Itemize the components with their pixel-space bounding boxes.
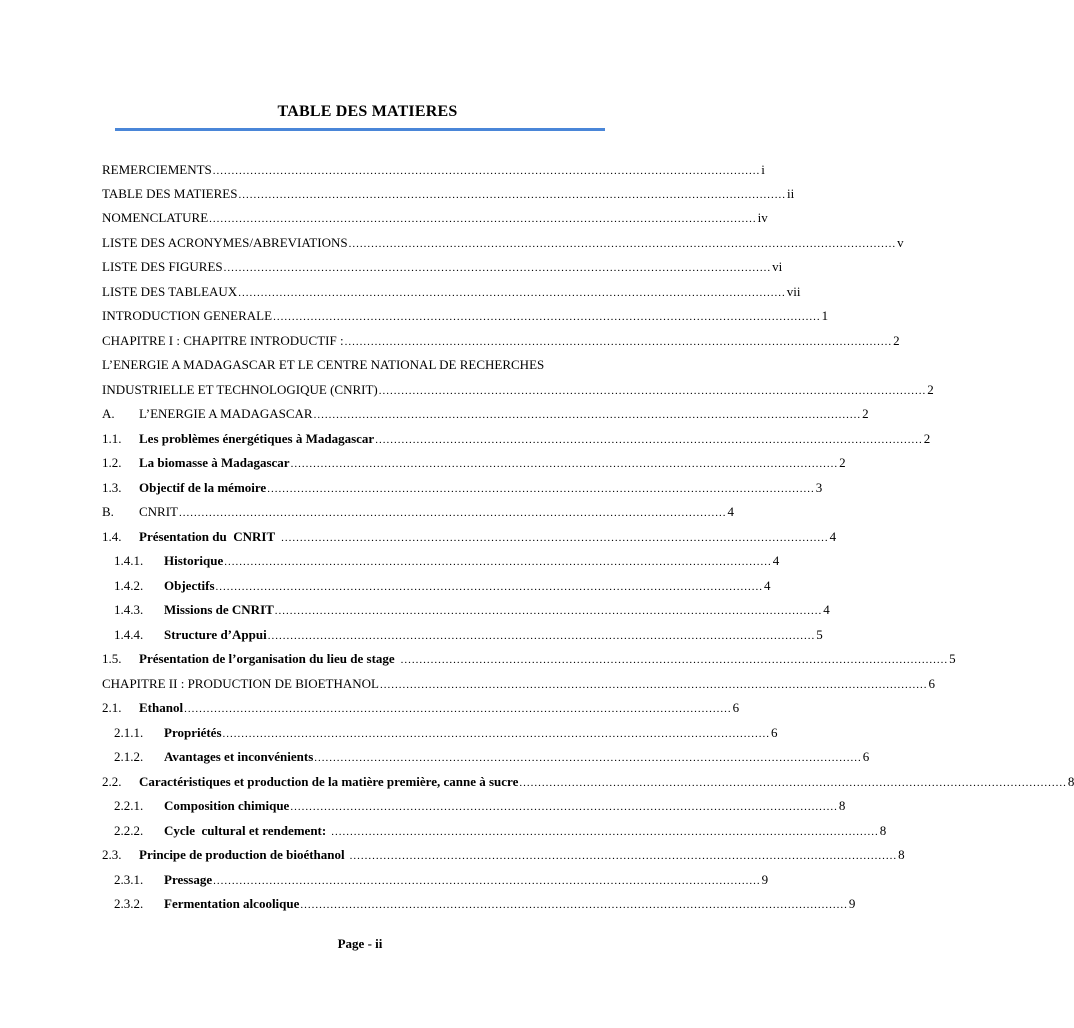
toc-page: 4 — [772, 553, 780, 568]
toc-label: Caractéristiques et production de la matière première, canne à sucre — [139, 774, 519, 789]
dot-leader: .................................................................................................................................................. — [184, 703, 732, 715]
dot-leader: .................................................................................................................................................. — [344, 336, 893, 348]
toc-label: Cycle cultural et rendement: — [164, 823, 327, 838]
dot-leader: .................................................................................................................................................. — [273, 311, 821, 323]
toc-label: Présentation de l’organisation du lieu de stage — [139, 651, 395, 666]
toc-page: 4 — [829, 529, 837, 544]
dot-leader: .................................................................................................................................................. — [222, 728, 771, 740]
dot-leader: .................................................................................................................................................. — [379, 679, 928, 691]
toc-page: 9 — [761, 872, 769, 887]
toc-page: 3 — [815, 480, 823, 495]
toc-label: Propriétés — [164, 725, 222, 740]
toc-entry-tableaux[interactable] — [102, 284, 801, 300]
toc-page: 5 — [949, 651, 956, 666]
toc-entry-2-2-2[interactable] — [114, 823, 887, 839]
toc-label: Structure d’Appui — [164, 627, 267, 642]
dot-leader: .................................................................................................................................................. — [223, 262, 772, 274]
toc-page: ii — [786, 186, 795, 201]
toc-number: 2.2. — [102, 774, 122, 789]
dot-leader: .................................................................................................................................................. — [331, 826, 879, 838]
page-title: TABLE DES MATIERES — [277, 103, 458, 120]
toc-number: 2.2.2. — [114, 823, 144, 838]
dot-leader: .................................................................................................................................................. — [213, 875, 761, 887]
toc-entry-nomenclature[interactable] — [102, 210, 768, 226]
toc-label: Avantages et inconvénients — [164, 749, 314, 764]
toc-number: 1.4. — [102, 529, 122, 544]
dot-leader: .................................................................................................................................................. — [224, 556, 772, 568]
dot-leader: .................................................................................................................................................. — [215, 581, 764, 593]
toc-page: 9 — [848, 896, 856, 911]
dot-leader: .................................................................................................................................................. — [314, 752, 862, 764]
toc-page: v — [897, 235, 904, 250]
toc-number: 1.4.1. — [114, 553, 144, 568]
toc-entry-2-1-2[interactable] — [114, 749, 870, 765]
toc-entry-energie-cnrit-line1[interactable]: L’ENERGIE A MADAGASCAR ET LE CENTRE NATIONAL DE RECHERCHES — [102, 357, 545, 372]
toc-label: La biomasse à Madagascar — [139, 455, 290, 470]
toc-entry-section-a[interactable] — [102, 406, 869, 422]
dot-leader: .................................................................................................................................................. — [267, 630, 816, 642]
toc-label: Objectifs — [164, 578, 215, 593]
toc-label: INTRODUCTION GENERALE — [102, 308, 273, 323]
toc-page: 5 — [816, 627, 823, 642]
toc-entry-acronymes[interactable] — [102, 235, 904, 251]
toc-label: Présentation du CNRIT — [139, 529, 276, 544]
toc-label: Objectif de la mémoire — [139, 480, 267, 495]
toc-page: 2 — [923, 431, 931, 446]
toc-number: 1.3. — [102, 480, 122, 495]
toc-page: 8 — [1067, 774, 1074, 789]
toc-entry-1-3[interactable] — [102, 480, 823, 496]
toc-entry-introduction[interactable] — [102, 308, 829, 324]
dot-leader: .................................................................................................................................................. — [349, 850, 898, 862]
toc-entry-1-4-2[interactable] — [114, 578, 771, 594]
toc-entry-1-4-4[interactable] — [114, 627, 823, 643]
toc-number: 1.1. — [102, 431, 122, 446]
toc-label: Historique — [164, 553, 224, 568]
toc-label: CNRIT — [139, 504, 178, 519]
toc-entry-2-3-1[interactable] — [114, 872, 769, 888]
dot-leader: .................................................................................................................................................. — [238, 287, 786, 299]
toc-label: Les problèmes énergétiques à Madagascar — [139, 431, 375, 446]
toc-entry-remerciements[interactable] — [102, 162, 765, 178]
toc-entry-table-des-matieres[interactable] — [102, 186, 795, 202]
toc-entry-section-b[interactable] — [102, 504, 734, 520]
page-footer: Page - ii — [337, 936, 383, 951]
dot-leader: .................................................................................................................................................. — [290, 458, 839, 470]
toc-label: Principe de production de bioéthanol — [139, 847, 345, 862]
toc-page: 6 — [862, 749, 870, 764]
toc-label: TABLE DES MATIERES — [102, 186, 238, 201]
toc-number: 1.2. — [102, 455, 122, 470]
toc-entry-2-3-2[interactable] — [114, 896, 856, 912]
dot-leader: .................................................................................................................................................. — [290, 801, 838, 813]
toc-label: REMERCIEMENTS — [102, 162, 212, 177]
dot-leader: .................................................................................................................................................. — [267, 483, 815, 495]
toc-entry-chapitre-2[interactable] — [102, 676, 935, 692]
toc-entry-1-4-3[interactable] — [114, 602, 830, 618]
toc-number: 2.3. — [102, 847, 122, 862]
toc-number: 1.4.4. — [114, 627, 144, 642]
toc-page: 4 — [823, 602, 830, 617]
toc-label: Composition chimique — [164, 798, 290, 813]
toc-number: B. — [102, 504, 114, 519]
toc-number: 2.2.1. — [114, 798, 144, 813]
dot-leader: .................................................................................................................................................. — [375, 434, 923, 446]
toc-label: LISTE DES TABLEAUX — [102, 284, 238, 299]
toc-label: LISTE DES FIGURES — [102, 259, 223, 274]
toc-label: Missions de CNRIT — [164, 602, 274, 617]
dot-leader: .................................................................................................................................................. — [179, 507, 727, 519]
dot-leader: .................................................................................................................................................. — [238, 189, 786, 201]
toc-entry-energie-cnrit-line2[interactable] — [102, 382, 934, 398]
toc-entry-chapitre-1[interactable] — [102, 333, 900, 349]
toc-entry-1-2[interactable] — [102, 455, 846, 471]
toc-page: 4 — [764, 578, 771, 593]
toc-entry-1-4-1[interactable] — [114, 553, 780, 569]
toc-number: A. — [102, 406, 115, 421]
dot-leader: .................................................................................................................................................. — [300, 899, 848, 911]
toc-number: 2.1. — [102, 700, 122, 715]
toc-entry-2-2[interactable] — [102, 774, 1074, 790]
dot-leader: .................................................................................................................................................. — [281, 532, 829, 544]
dot-leader: .................................................................................................................................................. — [212, 165, 761, 177]
toc-label: Fermentation alcoolique — [164, 896, 300, 911]
toc-page: i — [761, 162, 765, 177]
toc-number: 2.3.2. — [114, 896, 144, 911]
toc-entry-2-2-1[interactable] — [114, 798, 846, 814]
toc-label: Ethanol — [139, 700, 184, 715]
toc-page: 8 — [838, 798, 846, 813]
toc-number: 1.5. — [102, 651, 122, 666]
dot-leader: .................................................................................................................................................. — [274, 605, 823, 617]
toc-page: 6 — [928, 676, 935, 691]
dot-leader: .................................................................................................................................................. — [313, 409, 862, 421]
toc-entry-1-1[interactable] — [102, 431, 931, 447]
toc-label: CHAPITRE I : CHAPITRE INTRODUCTIF : — [102, 333, 344, 348]
toc-page: 1 — [821, 308, 829, 323]
toc-page: 2 — [927, 382, 934, 397]
toc-entry-1-4[interactable] — [102, 529, 837, 545]
toc-entry-2-1-1[interactable] — [114, 725, 778, 741]
toc-number: 1.4.2. — [114, 578, 144, 593]
toc-page: 2 — [839, 455, 846, 470]
toc-entry-2-1[interactable] — [102, 700, 740, 716]
toc-label: Pressage — [164, 872, 213, 887]
toc-entry-figures[interactable] — [102, 259, 783, 275]
toc-entry-1-5[interactable] — [102, 651, 956, 667]
toc-page: 2 — [862, 406, 869, 421]
dot-leader: .................................................................................................................................................. — [378, 385, 927, 397]
toc-page: iv — [757, 210, 768, 225]
dot-leader: .................................................................................................................................................. — [348, 238, 897, 250]
toc-label: INDUSTRIELLE ET TECHNOLOGIQUE (CNRIT) — [102, 382, 378, 397]
toc-label: CHAPITRE II : PRODUCTION DE BIOETHANOL — [102, 676, 379, 691]
toc-number: 2.3.1. — [114, 872, 144, 887]
toc-page: 6 — [732, 700, 740, 715]
dot-leader: .................................................................................................................................................. — [209, 213, 757, 225]
toc-number: 2.1.1. — [114, 725, 144, 740]
dot-leader: .................................................................................................................................................. — [519, 777, 1067, 789]
toc-number: 1.4.3. — [114, 602, 144, 617]
toc-page: 2 — [893, 333, 900, 348]
toc-page: 4 — [727, 504, 734, 519]
toc-page: vii — [786, 284, 801, 299]
toc-page: 6 — [771, 725, 778, 740]
toc-page: 8 — [879, 823, 887, 838]
toc-page: 8 — [898, 847, 905, 862]
toc-label: LISTE DES ACRONYMES/ABREVIATIONS — [102, 235, 348, 250]
toc-label: NOMENCLATURE — [102, 210, 209, 225]
toc-entry-2-3[interactable] — [102, 847, 905, 863]
dot-leader: .................................................................................................................................................. — [400, 654, 949, 666]
toc-page: vi — [772, 259, 783, 274]
toc-number: 2.1.2. — [114, 749, 144, 764]
toc-label: L’ENERGIE A MADAGASCAR — [139, 406, 313, 421]
